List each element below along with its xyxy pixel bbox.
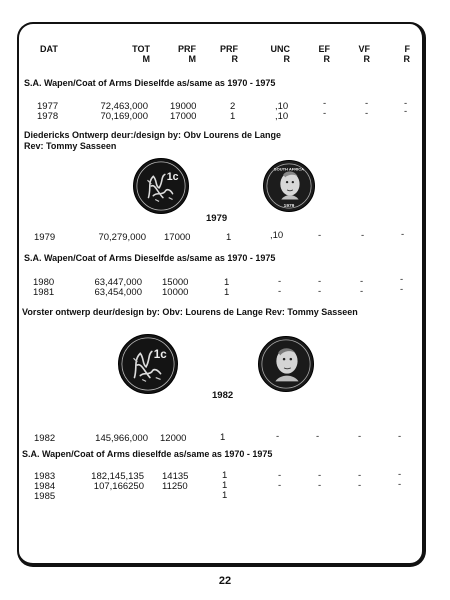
header-vf: VF <box>358 44 370 54</box>
coin-obverse-image <box>264 161 314 211</box>
coin-obverse-image <box>259 337 313 391</box>
section-heading: S.A. Wapen/Coat of Arms Dieselfde as/same as 1970 - 1975 <box>24 253 276 263</box>
header-f-sub: R <box>403 54 410 64</box>
coin-obverse-1979 <box>263 160 315 212</box>
section-heading: S.A. Wapen/Coat of Arms Dieselfde as/same as 1970 - 1975 <box>24 78 276 88</box>
header-prf-m: PRF <box>178 44 196 54</box>
header-unc-sub: R <box>283 54 290 64</box>
header-unc: UNC <box>270 44 290 54</box>
header-prf-r-sub: R <box>231 54 238 64</box>
section-heading: Rev: Tommy Sasseen <box>24 141 117 151</box>
coin-reverse-1982 <box>118 334 178 394</box>
coin-reverse-image <box>119 335 177 393</box>
coin-denomination: 1c <box>166 171 179 184</box>
header-ef: EF <box>318 44 330 54</box>
coin-denomination: 1c <box>153 348 167 362</box>
year-label: 1979 <box>206 213 228 224</box>
coin-reverse-1979 <box>133 158 189 214</box>
section-heading: Diedericks Ontwerp deur:/design by: Obv Lourens de Lange <box>24 130 282 140</box>
page-number: 22 <box>218 575 232 587</box>
header-ef-sub: R <box>323 54 330 64</box>
header-f: F <box>404 44 410 54</box>
header-tot-sub: M <box>142 54 150 64</box>
coin-legend: SOUTH AFRICA <box>273 166 305 172</box>
section-heading: S.A. Wapen/Coat of Arms dieselfde as/same as 1970 - 1975 <box>22 449 273 459</box>
header-prf-r: PRF <box>220 44 238 54</box>
header-prf-m-sub: M <box>188 54 196 64</box>
coin-year: 1979 <box>283 204 295 210</box>
section-heading: Vorster ontwerp deur/design by: Obv: Lourens de Lange Rev: Tommy Sasseen <box>22 307 358 317</box>
header-dat: DAT <box>40 44 58 54</box>
header-tot: TOT <box>132 44 150 54</box>
coin-reverse-image <box>134 159 188 213</box>
year-label: 1982 <box>212 390 234 401</box>
header-vf-sub: R <box>363 54 370 64</box>
coin-obverse-1982 <box>258 336 314 392</box>
